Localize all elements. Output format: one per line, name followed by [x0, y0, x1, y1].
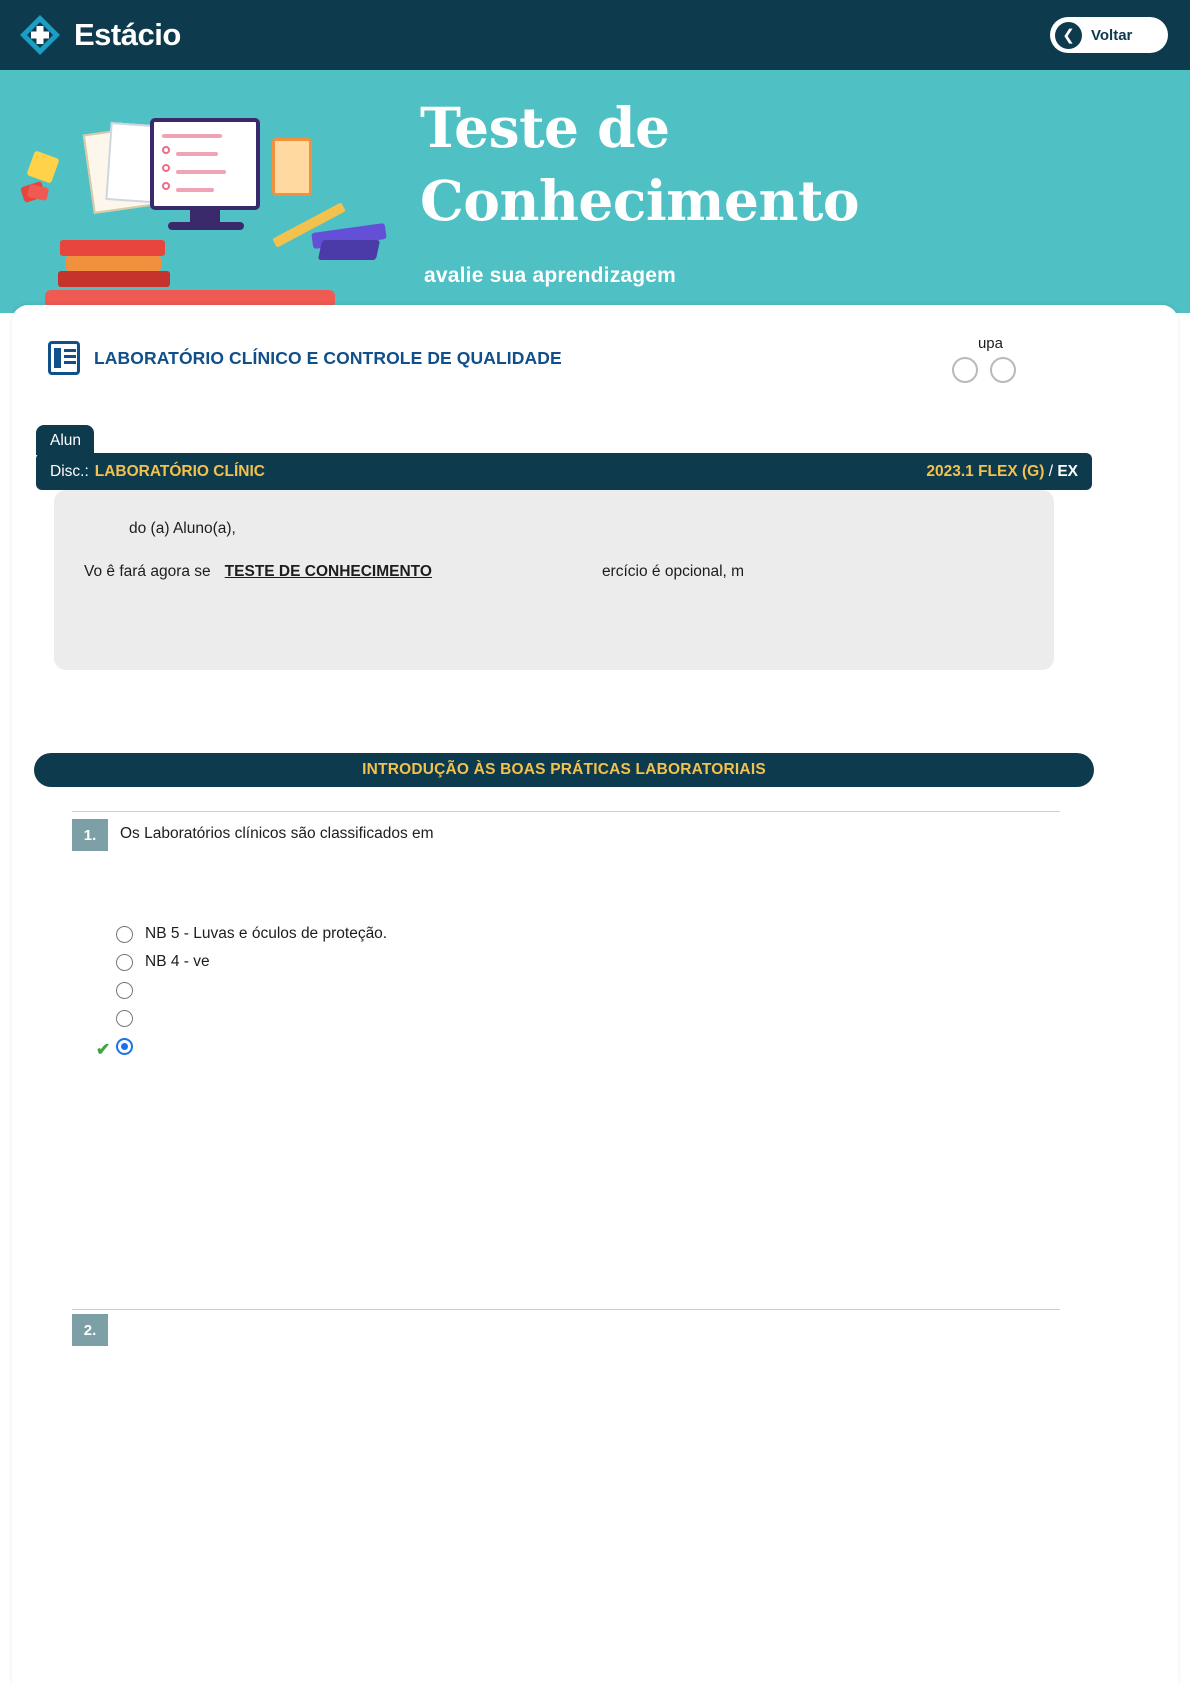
upa-circle-1-icon[interactable]	[952, 357, 978, 383]
info-panel-line2-before: Vo ê fará agora se	[84, 563, 211, 580]
estacio-diamond-logo-icon	[18, 13, 62, 57]
info-panel-highlight: TESTE DE CONHECIMENTO	[224, 563, 432, 580]
discipline-title: LABORATÓRIO CLÍNICO E CONTROLE DE QUALIDADE	[94, 347, 562, 368]
radio-button-icon[interactable]	[116, 954, 133, 971]
chevron-left-icon: ❮	[1055, 22, 1082, 49]
correct-answer-check-icon: ✔	[96, 1040, 111, 1059]
hero-banner	[0, 70, 1190, 313]
study-desk-illustration-icon	[0, 90, 420, 313]
option-row[interactable]	[116, 982, 145, 999]
period-separator: /	[1048, 462, 1053, 480]
discipline-ribbon	[36, 453, 1092, 490]
document-list-icon	[48, 341, 80, 375]
brand[interactable]	[18, 13, 181, 57]
option-row[interactable]	[116, 925, 387, 943]
discipline-ribbon-label: Disc.:	[50, 462, 89, 480]
option-label: NB 5 - Luvas e óculos de proteção.	[145, 925, 388, 942]
question-number-badge: 1.	[72, 819, 108, 851]
upa-icon-group[interactable]	[952, 357, 1018, 383]
question-text: Os Laboratórios clínicos são classificados em	[120, 825, 434, 842]
hero-title	[420, 92, 1060, 237]
info-panel-line1: do (a) Aluno(a),	[129, 520, 236, 537]
exam-type-value: EX	[1057, 462, 1078, 480]
radio-button-icon[interactable]	[116, 926, 133, 943]
period-value: 2023.1 FLEX (G)	[926, 462, 1045, 480]
question-divider	[72, 1309, 1060, 1310]
question-number-badge: 2.	[72, 1314, 108, 1346]
radio-button-icon[interactable]	[116, 982, 133, 999]
section-title-bar	[34, 753, 1094, 787]
brand-name: Estácio	[74, 17, 181, 52]
back-button-label: Voltar	[1091, 26, 1133, 44]
aluno-tab: Alun	[36, 425, 94, 455]
option-row[interactable]	[116, 953, 210, 971]
option-row-selected[interactable]	[116, 1038, 145, 1055]
section-title: INTRODUÇÃO ÀS BOAS PRÁTICAS LABORATORIAIS	[362, 761, 766, 778]
upa-label: upa	[977, 335, 1003, 352]
discipline-header	[48, 341, 562, 375]
hero-title-line2: Conhecimento	[420, 167, 860, 233]
info-panel-line2-after: ercício é opcional, m	[601, 563, 745, 580]
discipline-ribbon-value: LABORATÓRIO CLÍNIC	[94, 462, 265, 480]
option-row[interactable]	[116, 1010, 145, 1027]
radio-button-selected-icon[interactable]	[116, 1038, 133, 1055]
period-group	[926, 463, 1078, 481]
question-divider	[72, 811, 1060, 812]
hero-subtitle: avalie sua aprendizagem	[424, 264, 677, 287]
option-label: NB 4 - ve	[145, 953, 210, 970]
top-bar	[0, 0, 1190, 70]
info-panel-line2	[84, 563, 744, 581]
back-button[interactable]	[1050, 17, 1168, 53]
content-card	[12, 305, 1178, 1684]
info-panel	[54, 490, 1054, 670]
hero-title-line1: Teste de	[420, 95, 670, 160]
radio-button-icon[interactable]	[116, 1010, 133, 1027]
upa-circle-2-icon[interactable]	[990, 357, 1016, 383]
